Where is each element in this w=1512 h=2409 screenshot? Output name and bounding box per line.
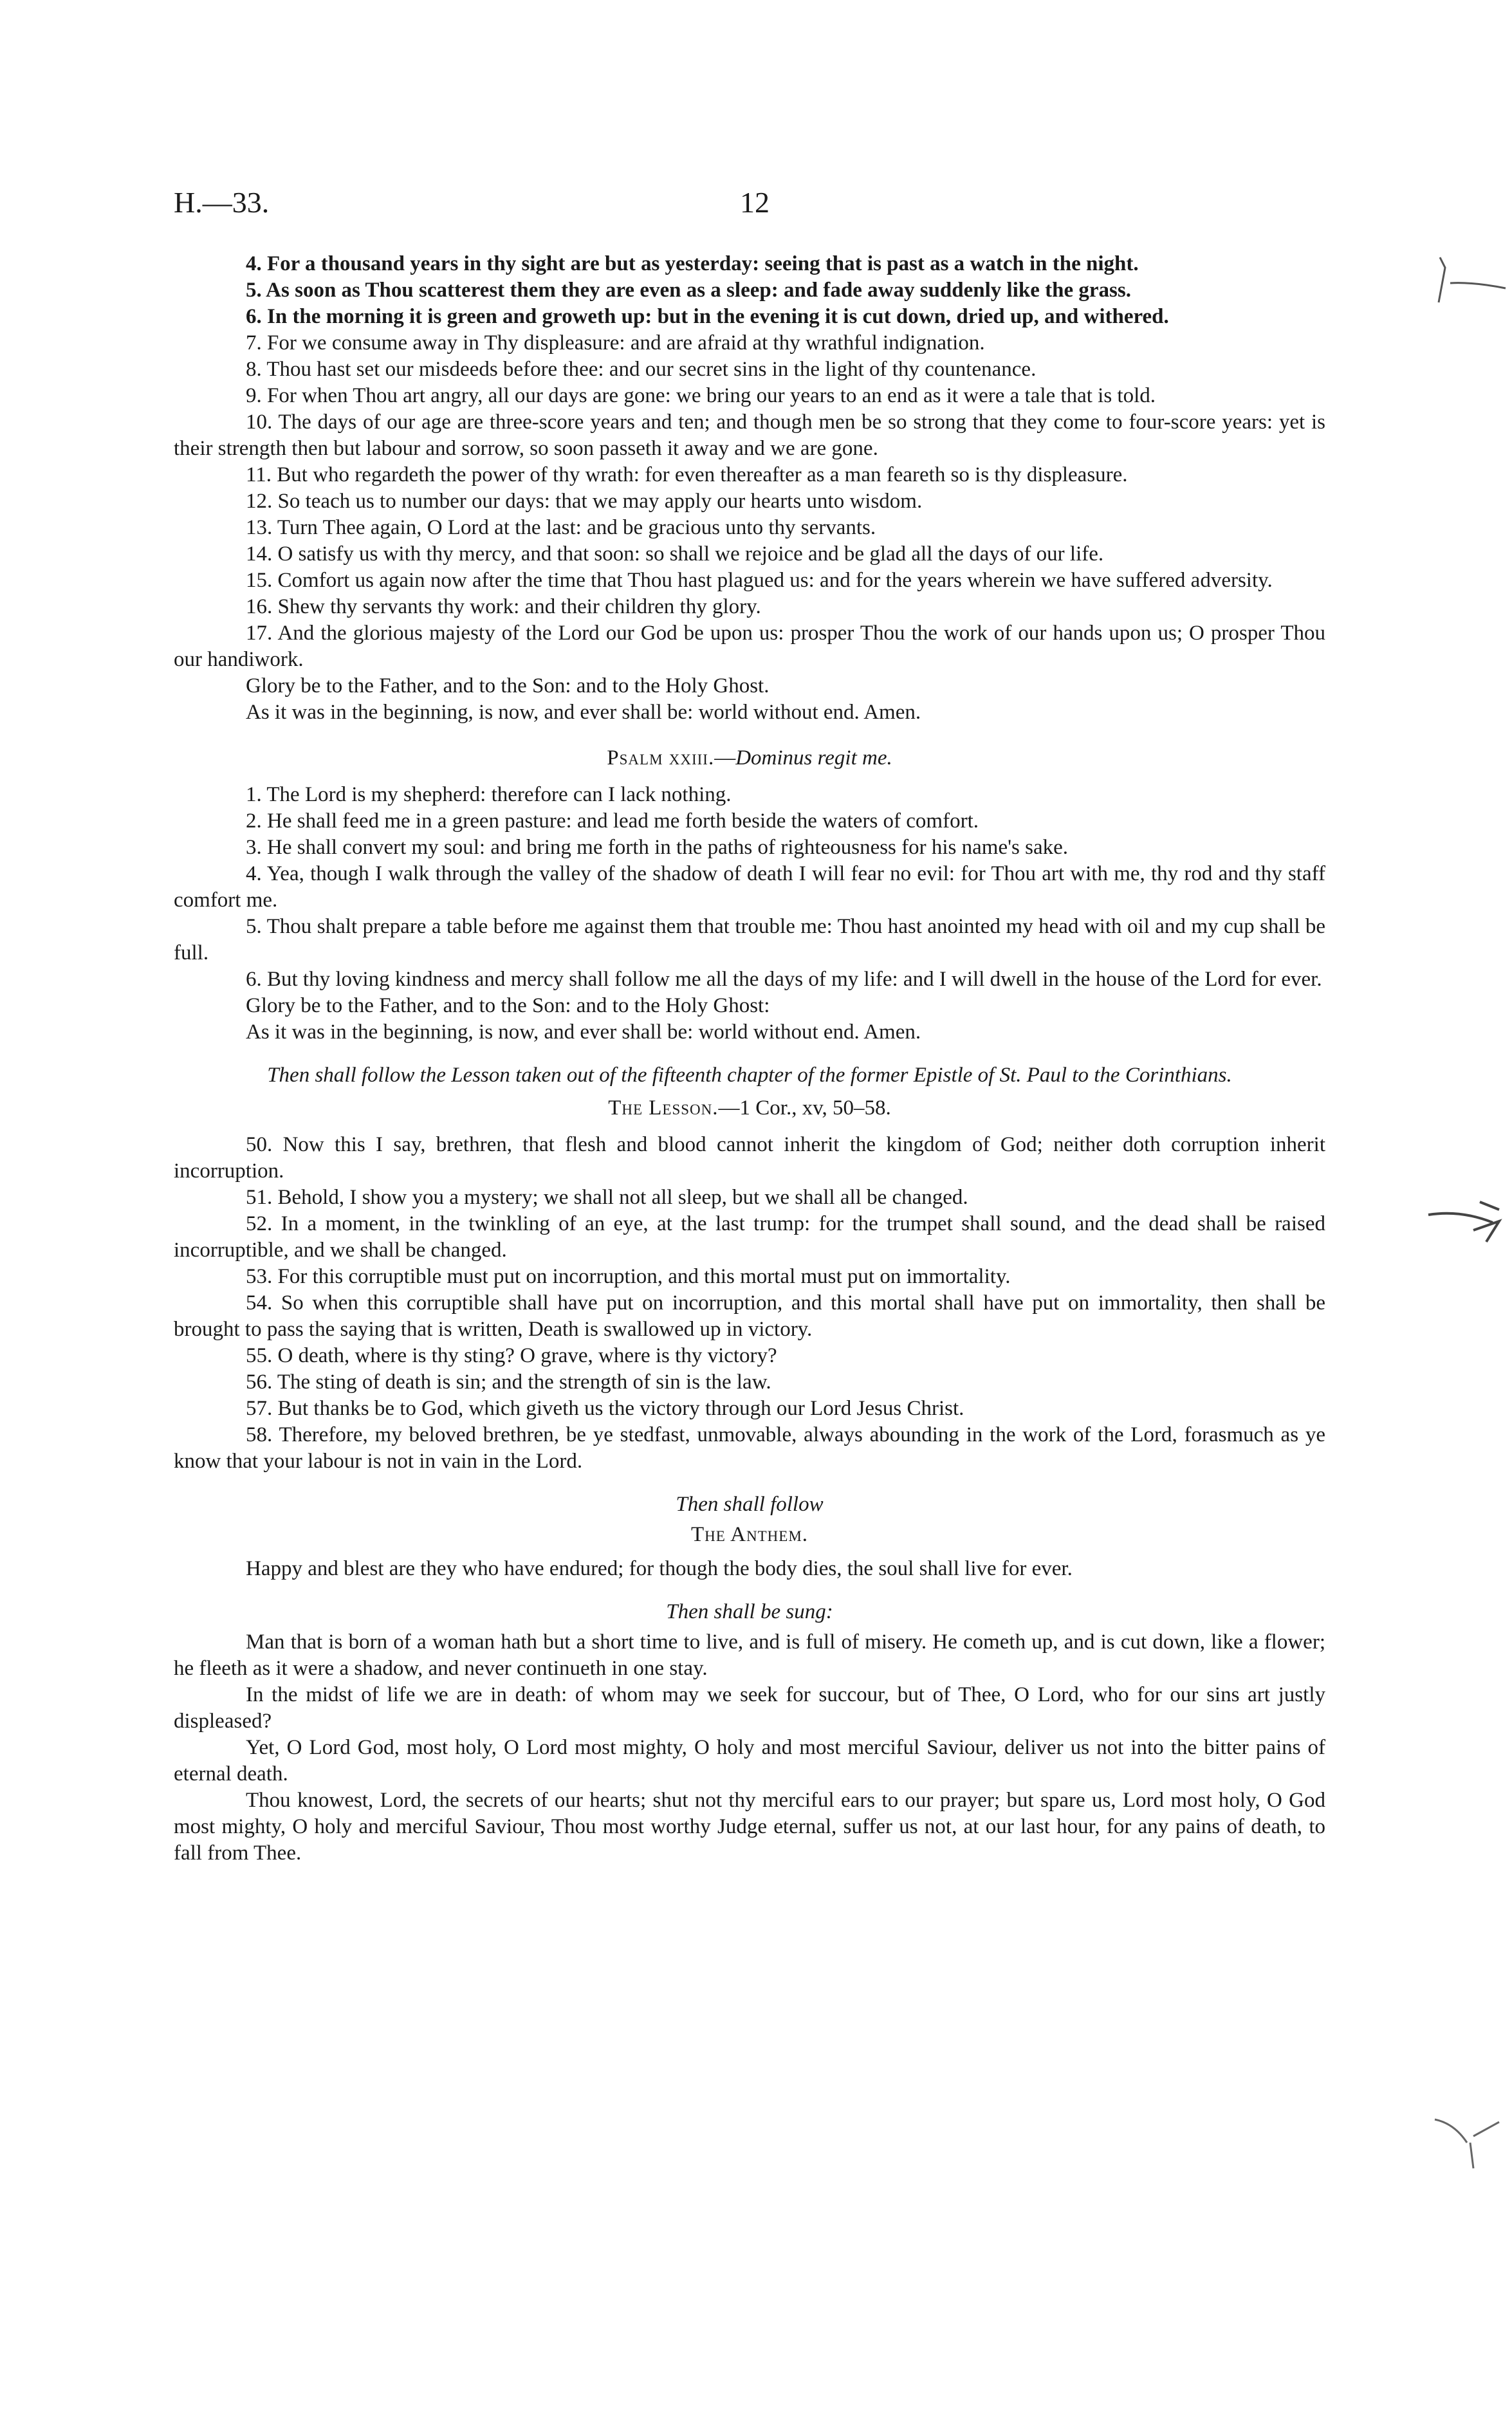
pencil-mark-top: [1439, 257, 1506, 302]
lesson-reference: —1 Cor., xv, 50–58.: [718, 1096, 891, 1120]
burial-sentences: [174, 1629, 1325, 1867]
verse: 11. But who regardeth the power of thy wrath: for even thereafter as a man feareth so is thy displeasure.: [246, 463, 1128, 486]
verse: 15. Comfort us again now after the time that Thou hast plagued us: and for the years wherein we have suffered adversity.: [246, 569, 1273, 592]
lesson-heading: [174, 1095, 1325, 1121]
verse: 4. For a thousand years in thy sight are but as yesterday: seeing that is past as a watch in the night.: [246, 252, 1139, 275]
verse: 57. But thanks be to God, which giveth us the victory through our Lord Jesus Christ.: [246, 1397, 964, 1420]
doxology-line: Glory be to the Father, and to the Son: and to the Holy Ghost.: [246, 674, 770, 697]
pencil-mark-bottom: [1435, 2119, 1499, 2168]
document-reference: H.—33.: [174, 186, 270, 219]
verse: 7. For we consume away in Thy displeasure: and are afraid at thy wrathful indignation.: [246, 331, 985, 355]
verse: 4. Yea, though I walk through the valley of the shadow of death I will fear no evil: for Thou art with me, thy rod and thy staff comfort me.: [174, 862, 1325, 912]
title-dash: —: [714, 746, 736, 770]
verse: 6. In the morning it is green and groweth up: but in the evening it is cut down, dried up, and withered.: [246, 305, 1169, 328]
psalm-23: [174, 782, 1325, 1046]
verse: 14. O satisfy us with thy mercy, and that soon: so shall we rejoice and be glad all the days of our life.: [246, 542, 1104, 566]
anthem-text: Happy and blest are they who have endured; for though the body dies, the soul shall live for ever.: [246, 1557, 1073, 1580]
doxology-line: As it was in the beginning, is now, and ever shall be: world without end. Amen.: [246, 1020, 921, 1044]
verse: 55. O death, where is thy sting? O grave, where is thy victory?: [246, 1344, 777, 1367]
verse: 16. Shew thy servants thy work: and their children thy glory.: [246, 595, 761, 618]
paragraph: Man that is born of a woman hath but a short time to live, and is full of misery. He cometh up, and is cut down, like a flower; he fleeth as it were a shadow, and never continueth in one stay.: [174, 1630, 1325, 1680]
sung-rubric: Then shall be sung:: [666, 1600, 833, 1623]
psalm-23-latin-title: Dominus regit me.: [735, 746, 892, 770]
verse: 8. Thou hast set our misdeeds before thee: and our secret sins in the light of thy countenance.: [246, 358, 1037, 381]
verse: 13. Turn Thee again, O Lord at the last: and be gracious unto thy servants.: [246, 516, 876, 539]
lesson-rubric: Then shall follow the Lesson taken out of the fifteenth chapter of the former Epistle of St. Paul to the Corinthians.: [267, 1064, 1232, 1087]
pencil-mark-middle: [1428, 1202, 1499, 1242]
psalm-90-continuation: [174, 251, 1325, 726]
verse: 53. For this corruptible must put on incorruption, and this mortal must put on immortality.: [246, 1265, 1011, 1288]
verse: 10. The days of our age are three-score years and ten; and though men be so strong that they come to four-score years: yet is their strength then but labour and sorrow, so soon passeth it away and we are gone.: [174, 411, 1325, 460]
page-body: [174, 251, 1325, 1867]
verse: 5. As soon as Thou scatterest them they are even as a sleep: and fade away suddenly like the grass.: [246, 279, 1131, 302]
verse: 56. The sting of death is sin; and the strength of sin is the law.: [246, 1371, 771, 1394]
verse: 17. And the glorious majesty of the Lord our God be upon us: prosper Thou the work of our hands upon us; O prosper Thou our handiwork.: [174, 622, 1325, 671]
verse: 54. So when this corruptible shall have put on incorruption, and this mortal shall have put on immortality, then shall be brought to pass the saying that is written, Death is swallowed up in victory.: [174, 1291, 1325, 1341]
verse: 51. Behold, I show you a mystery; we shall not all sleep, but we shall all be changed.: [246, 1186, 968, 1209]
psalm-23-heading: [174, 745, 1325, 771]
doxology-line: As it was in the beginning, is now, and ever shall be: world without end. Amen.: [246, 701, 921, 724]
anthem-rubric: Then shall follow: [676, 1493, 824, 1516]
verse: 58. Therefore, my beloved brethren, be ye stedfast, unmovable, always abounding in the work of the Lord, forasmuch as ye know that your labour is not in vain in the Lord.: [174, 1423, 1325, 1473]
doxology-line: Glory be to the Father, and to the Son: and to the Holy Ghost:: [246, 994, 770, 1017]
paragraph: Thou knowest, Lord, the secrets of our hearts; shut not thy merciful ears to our prayer; but spare us, Lord most holy, O God most mighty, O holy and merciful Saviour, Thou most worthy Judge eternal, suffer us not, at our last hour, for any pains of death, to fall from Thee.: [174, 1789, 1325, 1865]
lesson-text: [174, 1132, 1325, 1475]
page-header: [174, 185, 1358, 224]
lesson-title: The Lesson.: [608, 1096, 719, 1120]
verse: 12. So teach us to number our days: that we may apply our hearts unto wisdom.: [246, 490, 923, 513]
verse: 1. The Lord is my shepherd: therefore can I lack nothing.: [246, 783, 732, 806]
paragraph: Yet, O Lord God, most holy, O Lord most mighty, O holy and most merciful Saviour, deliver us not into the bitter pains of eternal death.: [174, 1736, 1325, 1786]
anthem-title: The Anthem.: [690, 1523, 809, 1546]
verse: 50. Now this I say, brethren, that flesh and blood cannot inherit the kingdom of God; neither doth corruption inherit incorruption.: [174, 1133, 1325, 1183]
verse: 3. He shall convert my soul: and bring me forth in the paths of righteousness for his name's sake.: [246, 836, 1069, 859]
page-number: 12: [740, 186, 770, 219]
verse: 6. But thy loving kindness and mercy shall follow me all the days of my life: and I will dwell in the house of the Lord for ever.: [246, 968, 1322, 991]
paragraph: In the midst of life we are in death: of whom may we seek for succour, but of Thee, O Lord, who for our sins art justly displeased?: [174, 1683, 1325, 1733]
verse: 5. Thou shalt prepare a table before me against them that trouble me: Thou hast anointed my head with oil and my cup shall be full.: [174, 915, 1325, 965]
verse: 52. In a moment, in the twinkling of an eye, at the last trump: for the trumpet shall sound, and the dead shall be raised incorruptible, and we shall be changed.: [174, 1212, 1325, 1262]
verse: 2. He shall feed me in a green pasture: and lead me forth beside the waters of comfort.: [246, 809, 979, 833]
psalm-23-title: Psalm xxiii.: [607, 746, 715, 770]
verse: 9. For when Thou art angry, all our days are gone: we bring our years to an end as it were a tale that is told.: [246, 384, 1156, 407]
